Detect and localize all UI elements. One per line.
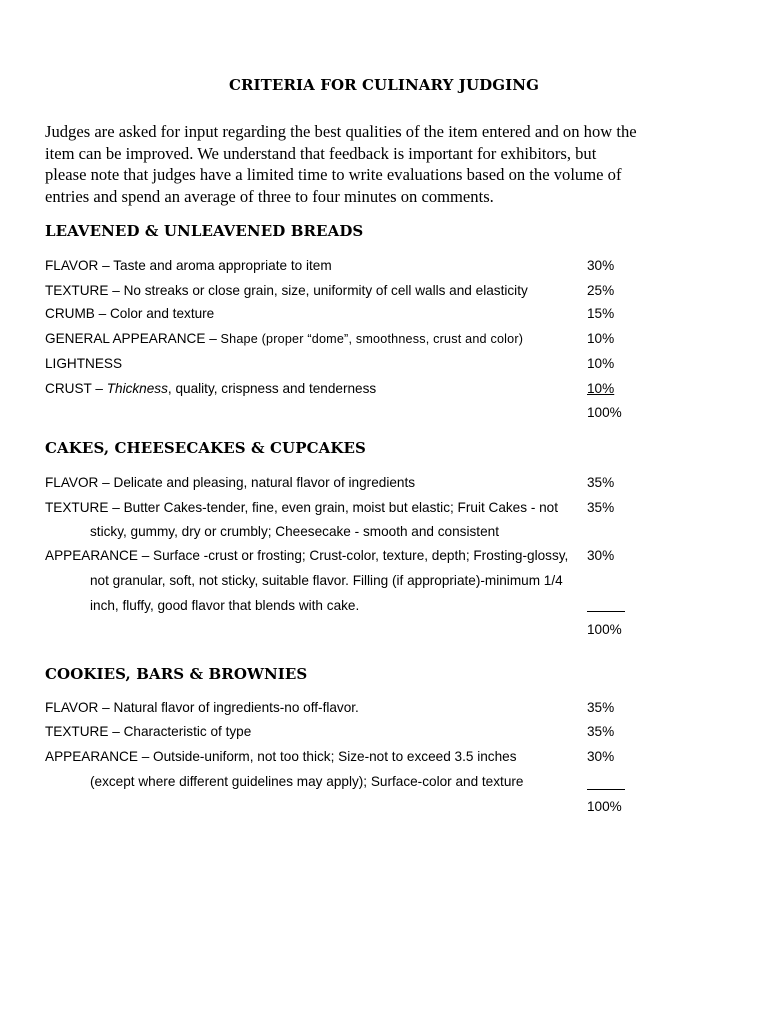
- criteria-row-appearance: APPEARANCE – Surface -crust or frosting; Crust-color, texture, depth; Frosting-glossy,: [45, 548, 569, 563]
- criteria-label: LIGHTNESS: [45, 356, 123, 371]
- criteria-description-continued: not granular, soft, not sticky, suitable flavor. Filling (if appropriate)-minimum 1/4: [90, 573, 563, 588]
- criteria-row-texture: TEXTURE – Characteristic of type: [45, 724, 252, 739]
- criteria-description: Color and texture: [109, 306, 215, 321]
- document-title: CRITERIA FOR CULINARY JUDGING: [228, 76, 540, 94]
- criteria-row-lightness: [45, 355, 122, 373]
- criteria-row-crumb: CRUMB – Color and texture: [45, 306, 215, 321]
- criteria-description-continued: (except where different guidelines may apply); Surface-color and texture: [90, 774, 524, 789]
- intro-line: Judges are asked for input regarding the best qualities of the item entered and on how the: [45, 122, 637, 141]
- criteria-label: CRUMB: [45, 306, 95, 321]
- criteria-row-flavor: FLAVOR – Delicate and pleasing, natural flavor of ingredients: [45, 475, 416, 490]
- total-blank-line: [587, 789, 625, 790]
- section-heading-cookies: COOKIES, BARS & BROWNIES: [45, 665, 308, 683]
- total-blank-line: [587, 611, 625, 612]
- criteria-percent: 30%: [587, 548, 615, 563]
- criteria-percent: 35%: [587, 500, 615, 515]
- criteria-description: No streaks or close grain, size, uniformity of cell walls and elasticity: [123, 283, 528, 298]
- criteria-percent: 30%: [587, 258, 615, 273]
- section-heading-cakes: CAKES, CHEESECAKES & CUPCAKES: [45, 439, 366, 457]
- criteria-row-general-appearance: GENERAL APPEARANCE – Shape (proper “dome”, smoothness, crust and color): [45, 331, 524, 346]
- criteria-percent: 15%: [587, 306, 615, 321]
- criteria-description: Natural flavor of ingredients-no off-flavor.: [113, 700, 359, 715]
- criteria-row-texture: TEXTURE – Butter Cakes-tender, fine, even grain, moist but elastic; Fruit Cakes - not: [45, 500, 559, 515]
- criteria-description: Characteristic of type: [123, 724, 252, 739]
- criteria-percent: 35%: [587, 724, 615, 739]
- criteria-description: Butter Cakes-tender, fine, even grain, moist but elastic; Fruit Cakes - not: [123, 500, 559, 515]
- criteria-label: TEXTURE: [45, 500, 109, 515]
- intro-line: please note that judges have a limited time to write evaluations based on the volume of: [45, 165, 622, 184]
- criteria-description: Outside-uniform, not too thick; Size-not to exceed 3.5 inches: [153, 749, 517, 764]
- criteria-percent: 10%: [587, 381, 615, 396]
- criteria-description: Taste and aroma appropriate to item: [113, 258, 332, 273]
- criteria-description-continued: sticky, gummy, dry or crumbly; Cheesecake - smooth and consistent: [90, 524, 499, 539]
- criteria-label: TEXTURE: [45, 724, 109, 739]
- criteria-label: FLAVOR: [45, 258, 99, 273]
- criteria-percent: 35%: [587, 475, 615, 490]
- section-total: 100%: [587, 405, 622, 420]
- criteria-row-flavor: FLAVOR – Taste and aroma appropriate to item: [45, 258, 332, 273]
- criteria-label: APPEARANCE: [45, 749, 138, 764]
- criteria-row-crust: CRUST – Thickness, quality, crispness and tenderness: [45, 381, 377, 396]
- section-heading-breads: LEAVENED & UNLEAVENED BREADS: [45, 222, 364, 240]
- criteria-percent: 35%: [587, 700, 615, 715]
- criteria-description: Shape (proper “dome”, smoothness, crust and color): [220, 332, 524, 346]
- criteria-row-appearance: APPEARANCE – Outside-uniform, not too thick; Size-not to exceed 3.5 inches: [45, 749, 517, 764]
- criteria-label: TEXTURE: [45, 283, 109, 298]
- criteria-description-italic: Thickness: [106, 381, 168, 396]
- criteria-percent: 25%: [587, 283, 615, 298]
- criteria-description: , quality, crispness and tenderness: [167, 381, 377, 396]
- criteria-description: Delicate and pleasing, natural flavor of ingredients: [113, 475, 416, 490]
- intro-line: item can be improved. We understand that feedback is important for exhibitors, but: [45, 143, 597, 163]
- criteria-label: GENERAL APPEARANCE: [45, 331, 206, 346]
- section-total: 100%: [587, 622, 622, 637]
- criteria-percent: 10%: [587, 356, 615, 371]
- criteria-row-flavor: FLAVOR – Natural flavor of ingredients-no off-flavor.: [45, 700, 359, 715]
- criteria-label: CRUST: [45, 381, 92, 396]
- criteria-row-texture: TEXTURE – No streaks or close grain, size, uniformity of cell walls and elasticity: [45, 283, 528, 298]
- intro-paragraph: [45, 121, 735, 207]
- section-total: 100%: [587, 799, 622, 814]
- criteria-percent: 30%: [587, 749, 615, 764]
- criteria-percent: 10%: [587, 331, 615, 346]
- criteria-description: Surface -crust or frosting; Crust-color, texture, depth; Frosting-glossy,: [153, 548, 569, 563]
- intro-line: entries and spend an average of three to four minutes on comments.: [45, 186, 494, 206]
- criteria-description-continued: inch, fluffy, good flavor that blends with cake.: [90, 598, 360, 613]
- criteria-label: FLAVOR: [45, 475, 99, 490]
- criteria-label: FLAVOR: [45, 700, 99, 715]
- criteria-label: APPEARANCE: [45, 548, 138, 563]
